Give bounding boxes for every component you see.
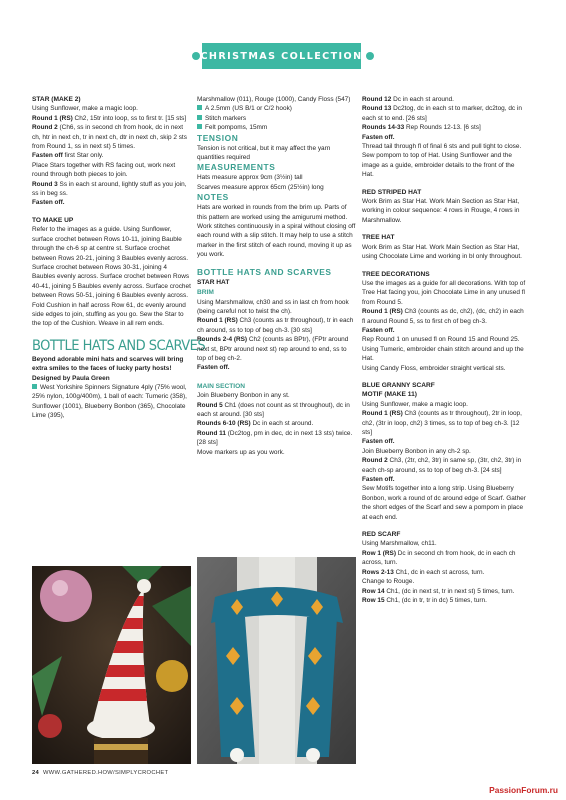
paragraph: Round 1 (RS) Ch3 (counts as tr throughout), 2tr in loop, ch2, (3tr in loop, ch2) 3 times, ss to top of beg ch-3. [12 sts] <box>362 410 522 436</box>
website-url: WWW.GATHERED.HOW/SIMPLYCROCHET <box>42 770 169 776</box>
paragraph: Work Brim as Star Hat. Work Main Section as Star Hat, working in colour sequence: 4 rows in Rouge, 4 rows in Marshmallow. <box>362 198 520 224</box>
paragraph: Fasten off. <box>362 326 395 334</box>
heading-tree-decorations: TREE DECORATIONS <box>362 270 430 278</box>
paragraph: Fasten off first Star only. <box>32 152 104 160</box>
paragraph: Row 14 Ch1, (dc in next st, tr in next st) 5 times, turn. <box>362 587 515 595</box>
paragraph: Using Sunflower, make a magic loop. <box>362 400 468 408</box>
bullet-icon <box>197 105 202 110</box>
paragraph: Rounds 14-33 Rep Rounds 12-13. [6 sts] <box>362 124 481 132</box>
bullet-icon <box>197 115 202 120</box>
paragraph: Rep Round 1 on unused fl on Round 15 and Round 25. <box>362 336 520 344</box>
paragraph: Round 11 (Dc2tog, pm in dec, dc in next 13 sts) twice. [28 sts] <box>197 429 353 447</box>
paragraph: Fasten off. <box>362 438 395 446</box>
section-banner <box>0 43 566 69</box>
paragraph: Sew Motifs together into a long strip. Using Blueberry Bonbon, work a round of dc around edge of Scarf. Gather the short edges of the Scarf and sew a pompom in place at each end. <box>362 485 526 521</box>
paragraph: Fasten off. <box>197 364 230 372</box>
paragraph: Using Marshmallow, ch30 and ss in last ch from hook (being careful not to twist the ch). <box>197 298 349 315</box>
star-icon <box>366 52 374 60</box>
banner-box <box>202 43 361 69</box>
paragraph: Move markers up as you work. <box>197 448 285 456</box>
paragraph: Rows 2-13 Ch1, dc in each st across, turn. <box>362 568 485 576</box>
heading-notes: NOTES <box>197 192 229 203</box>
heading-star: STAR (MAKE 2) <box>32 96 81 103</box>
paragraph: Tension is not critical, but it may affect the yarn quantities required <box>197 144 331 162</box>
heading-measurements: MEASUREMENTS <box>197 162 276 173</box>
bullet-icon <box>197 124 202 129</box>
paragraph: Round 5 Ch1 (does not count as st throughout), dc in each st around. [30 sts] <box>197 401 350 418</box>
paragraph: Refer to the images as a guide. Using Sunflower, surface crochet between Rows 10-11, joining Bauble through the ch-6 sp at centre st. Surface crochet between Rows 20-21, joining 3 Baubles evenly across. Surface crochet between Rows 30-31, joining 4 Baubles evenly across. Surface crochet between Rows 40-41, joining 5 Baubles evenly across. Surface crochet between Rows 50-51, joining 6 Baubles evenly across. Fold Cushion in half across Row 61, dc evenly around side edges to join, stuffing as you go. Sew the Star to the top of the Cushion. Weave in all rem ends. <box>32 226 191 328</box>
paragraph: Change to Rouge. <box>362 578 415 586</box>
paragraph: Using Marshmallow, ch11. <box>362 540 437 548</box>
banner-title: CHRISTMAS COLLECTION <box>200 50 363 62</box>
article-title: BOTTLE HATS AND SCARVES <box>32 337 206 354</box>
paragraph: Using Tumeric, embroider chain stitch around and up the Hat. <box>362 345 524 363</box>
heading-bottle-hats: BOTTLE HATS AND SCARVES <box>197 266 332 277</box>
paragraph: Round 1 (RS) Ch2, 15tr into loop, ss to first tr. [15 sts] <box>32 114 187 122</box>
paragraph: Row 1 (RS) Dc in second ch from hook, dc in each ch across, turn. <box>362 549 516 567</box>
column-2 <box>197 95 356 457</box>
bullet-icon <box>32 384 37 389</box>
heading-motif: MOTIF (MAKE 11) <box>362 391 417 399</box>
heading-brim: BRIM <box>197 289 214 297</box>
heading-main-section: MAIN SECTION <box>197 382 245 390</box>
yarn-item: West Yorkshire Spinners Signature 4ply (75% wool, 25% nylon, 100g/400m), 1 ball of each: Tumeric (358), Sunflower (1001), Blueberry Bonbon (365), Chocolate Lime (395), <box>32 383 187 420</box>
photo-striped-hat <box>32 566 191 764</box>
list-item: Felt pompoms, 15mm <box>197 123 356 132</box>
paragraph: Rounds 6-10 (RS) Dc in each st around. <box>197 420 314 428</box>
column-3 <box>362 95 526 605</box>
paragraph: Row 15 Ch1, (dc in tr, tr in dc) 5 times, turn. <box>362 596 487 604</box>
paragraph: Hats measure approx 9cm (3½in) tall <box>197 174 303 182</box>
heading-red-scarf: RED SCARF <box>362 531 401 539</box>
list-item: A 2.5mm (US B/1 or C/2 hook) <box>197 104 356 113</box>
star-icon <box>192 52 200 60</box>
paragraph: Thread tail through fl of final 6 sts and pull tight to close. Sew pompom to top of Hat. Using Sunflower and the image as a guide, embroider details to the front of the Hat. <box>362 143 522 179</box>
paragraph: Round 2 (Ch6, ss in second ch from hook, dc in next ch, htr in next ch, tr in next ch, dtr in next ch, skip 2 sts from Round 1, ss in next st) 5 times. <box>32 124 187 151</box>
paragraph: Place Stars together with RS facing out, work next round through both pieces to join. <box>32 161 176 179</box>
paragraph: Fasten off. <box>362 133 395 141</box>
paragraph: Round 1 (RS) Ch3 (counts as tr throughout), tr in each ch around, ss to top of beg ch-3. [30 sts] <box>197 317 354 334</box>
paragraph: Use the images as a guide for all decorations. With top of Tree Hat facing you, join Chocolate Lime in any unused fl from Round 5. <box>362 279 526 306</box>
page-footer <box>32 770 168 776</box>
paragraph: Using Sunflower, make a magic loop. <box>32 105 138 113</box>
page-number: 24 <box>32 770 40 776</box>
paragraph: Round 13 Dc2tog, dc in each st to marker, dc2tog, dc in each st to end. [26 sts] <box>362 105 522 122</box>
watermark: PassionForum.ru <box>489 785 558 795</box>
list-item: Stitch markers <box>197 114 356 123</box>
heading-star-hat: STAR HAT <box>197 278 230 286</box>
paragraph: Round 12 Dc in each st around. <box>362 96 454 103</box>
heading-blue-granny-scarf: BLUE GRANNY SCARF <box>362 381 435 389</box>
paragraph: Using Candy Floss, embroider straight vertical sts. <box>362 364 506 372</box>
paragraph: Scarves measure approx 65cm (25½in) long <box>197 183 324 191</box>
paragraph: Hats are worked in rounds from the brim up. Parts of this pattern are worked using the amigurumi method. Work stitches continuously in a spiral without closing off each round with a slip stitch. It may help to use a stitch marker in the first stitch of each round, moving it up as you work. <box>197 204 356 259</box>
heading-make-up: TO MAKE UP <box>32 216 74 224</box>
heading-tension: TENSION <box>197 132 239 143</box>
photo-granny-scarf <box>197 557 356 764</box>
heading-tree-hat: TREE HAT <box>362 234 395 242</box>
heading-red-striped-hat: RED STRIPED HAT <box>362 188 422 196</box>
paragraph: Fasten off. <box>32 199 65 207</box>
paragraph: Round 2 Ch3, (2tr, ch2, 3tr) in same sp, (3tr, ch2, 3tr) in each ch-sp around, ss to top of beg ch-3. [24 sts] <box>362 457 522 474</box>
paragraph: Rounds 2-4 (RS) Ch2 (counts as BPtr), (FPtr around next st, BPtr around next st) rep around to end, ss to top of beg ch-2. <box>197 336 349 362</box>
paragraph: Round 1 (RS) Ch3 (counts as dc, ch2), (dc, ch2) in each fl around Round 5, ss to first ch of beg ch-3. <box>362 308 524 325</box>
paragraph: Marshmallow (011), Rouge (1000), Candy Floss (547) <box>197 96 351 103</box>
paragraph: Fasten off. <box>362 476 395 484</box>
article-intro: Beyond adorable mini hats and scarves will bring extra smiles to the faces of lucky party hosts! Designed by Paula Green <box>32 355 184 382</box>
paragraph: Join Blueberry Bonbon in any ch-2 sp. <box>362 447 471 455</box>
paragraph: Round 3 Ss in each st around, lightly stuff as you join, ss in beg ss. <box>32 180 187 198</box>
paragraph: Work Brim as Star Hat. Work Main Section as Star Hat, using Chocolate Lime and working in bl only throughout. <box>362 243 522 261</box>
paragraph: Join Blueberry Bonbon in any st. <box>197 392 290 400</box>
